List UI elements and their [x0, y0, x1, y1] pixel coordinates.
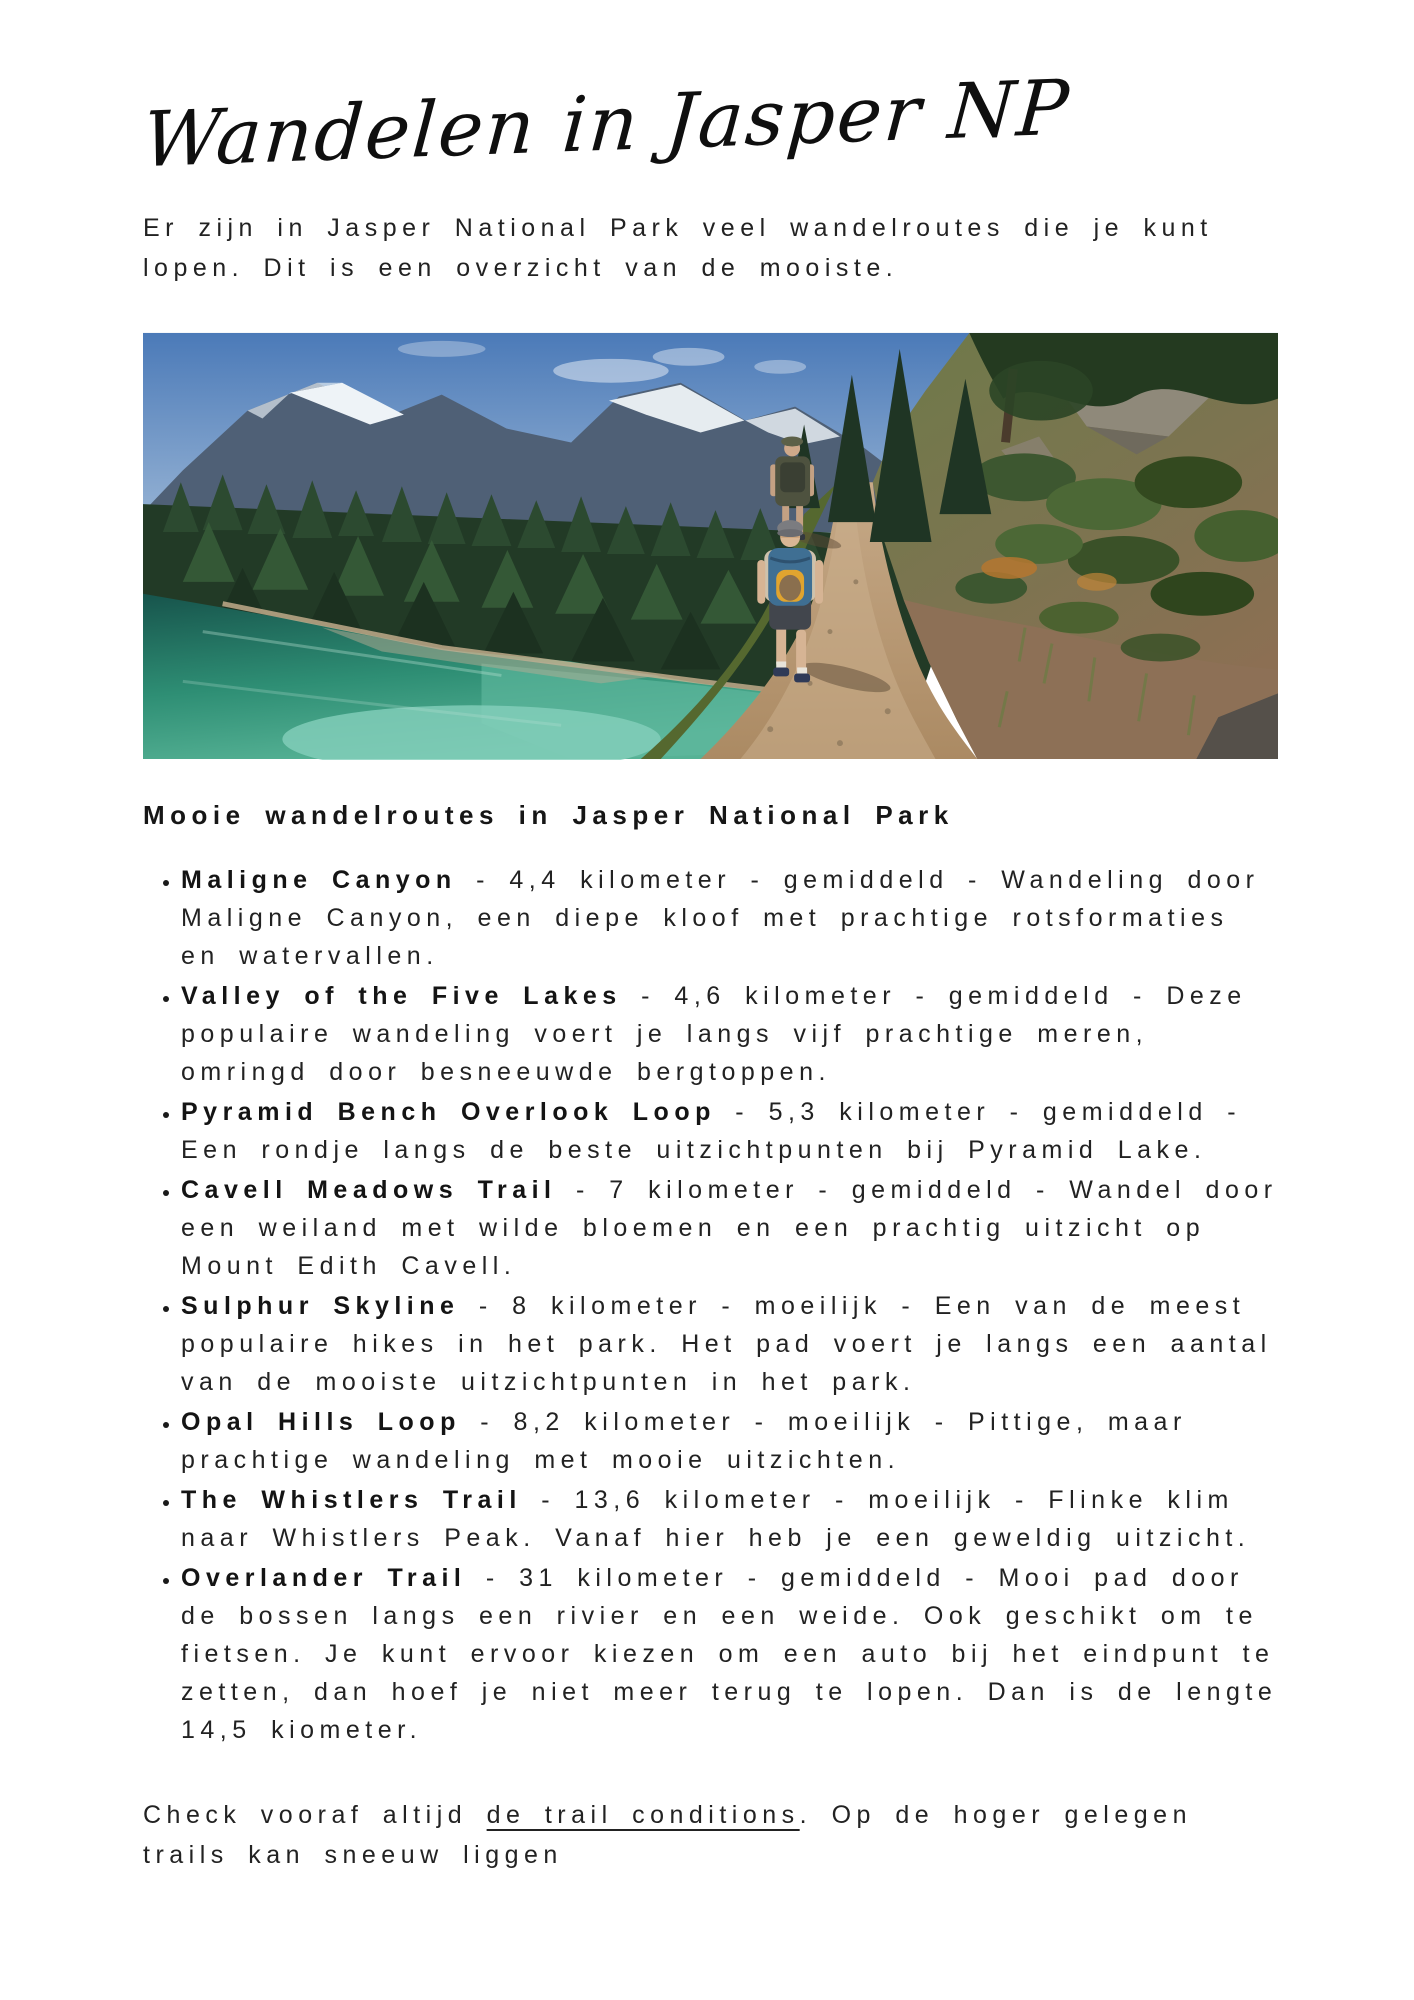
trail-list-item [181, 1287, 1278, 1401]
section-heading: Mooie wandelroutes in Jasper National Park [143, 799, 954, 830]
trail-description: - 4,4 kilometer - gemiddeld - Wandeling door Maligne Canyon, een diepe kloof met prachtige rotsformaties en watervallen. [181, 865, 1260, 970]
trail-description: - 7 kilometer - gemiddeld - Wandel door een weiland met wilde bloemen en een prachtig uitzicht op Mount Edith Cavell. [181, 1175, 1278, 1280]
trail-name: Maligne Canyon [181, 865, 457, 894]
trail-name: Pyramid Bench Overlook Loop [181, 1097, 716, 1126]
trail-description: - 8 kilometer - moeilijk - Een van de meest populaire hikes in het park. Het pad voert je langs een aantal van de mooiste uitzichtpunten in het park. [181, 1291, 1272, 1396]
footer-post-text: . Op de hoger gelegen trails kan sneeuw liggen [143, 1800, 1192, 1869]
trail-name: Valley of the Five Lakes [181, 981, 622, 1010]
intro-text: Er zijn in Jasper National Park veel wandelroutes die je kunt lopen. Dit is een overzicht van de mooiste. [143, 213, 1213, 282]
photo-hillside [873, 333, 1278, 759]
trail-name: The Whistlers Trail [181, 1485, 522, 1514]
trail-list-item [181, 1403, 1278, 1479]
trail-list-item [181, 977, 1278, 1091]
trail-description: - 13,6 kilometer - moeilijk - Flinke klim naar Whistlers Peak. Vanaf hier heb je een geweldig uitzicht. [181, 1485, 1251, 1552]
trail-list [143, 861, 1278, 1749]
trail-list-item [181, 1481, 1278, 1557]
trail-list-item [181, 1093, 1278, 1169]
trail-description: - 5,3 kilometer - gemiddeld - Een rondje langs de beste uitzichtpunten bij Pyramid Lake. [181, 1097, 1242, 1164]
trail-name: Cavell Meadows Trail [181, 1175, 557, 1204]
footer-pre-text: Check vooraf altijd [143, 1800, 487, 1829]
page-title: Wandelen in Jasper NP [139, 62, 1074, 185]
trail-name: Overlander Trail [181, 1563, 467, 1592]
trail-name: Sulphur Skyline [181, 1291, 460, 1320]
trail-conditions-link[interactable]: de trail conditions [486, 1800, 800, 1829]
trail-list-item [181, 1171, 1278, 1285]
trail-name: Opal Hills Loop [181, 1407, 461, 1436]
footer-note [143, 1795, 1278, 1875]
trail-list-item [181, 1559, 1278, 1749]
trail-description: - 31 kilometer - gemiddeld - Mooi pad door de bossen langs een rivier en een weide. Ook geschikt om te fietsen. Je kunt ervoor kiezen om een auto bij het eindpunt te zetten, dan hoef je niet meer terug te lopen. Dan is de lengte 14,5 kiometer. [181, 1563, 1278, 1744]
trail-description: - 4,6 kilometer - gemiddeld - Deze populaire wandeling voert je langs vijf prachtige meren, omringd door besneeuwde bergtoppen. [181, 981, 1247, 1086]
trail-description: - 8,2 kilometer - moeilijk - Pittige, maar prachtige wandeling met mooie uitzichten. [181, 1407, 1187, 1474]
trail-list-item [181, 861, 1278, 975]
hero-photo [143, 332, 1278, 760]
